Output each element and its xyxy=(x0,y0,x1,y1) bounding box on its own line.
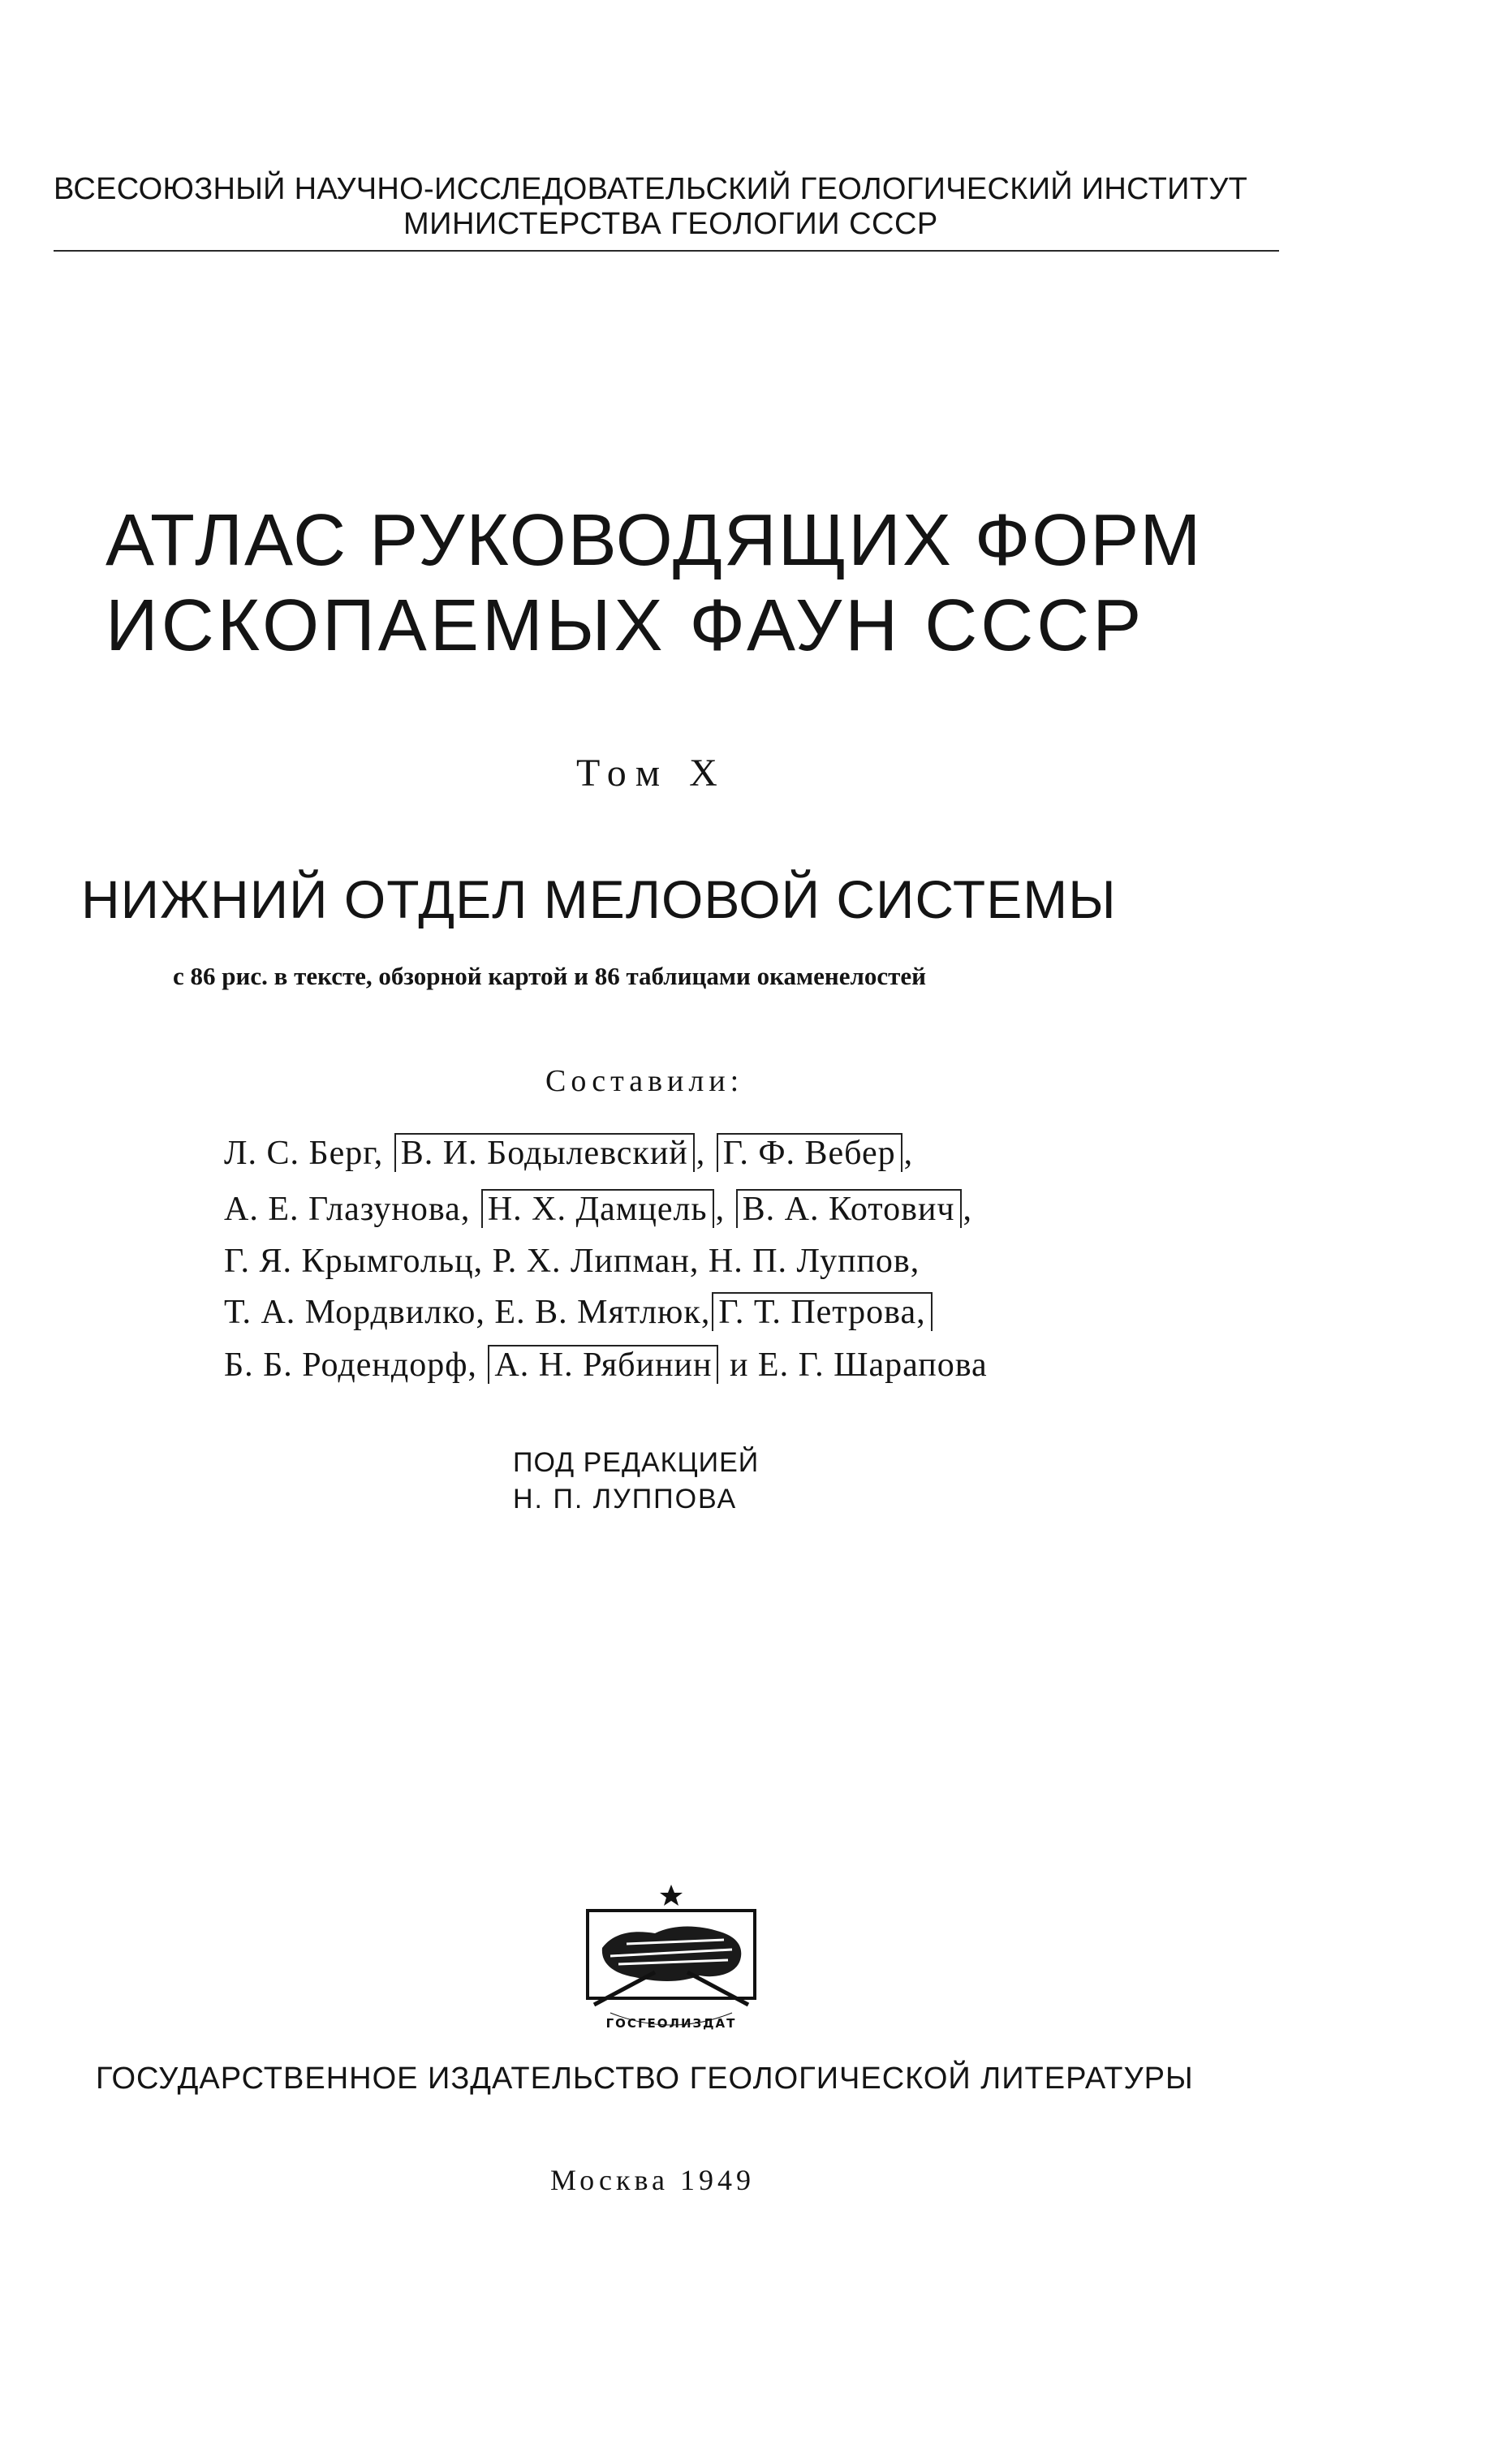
author: Б. Б. Родендорф, xyxy=(224,1346,477,1384)
authors-row-4 xyxy=(224,1293,934,1332)
section-subtitle: с 86 рис. в тексте, обзорной картой и 86 таблицами окаменелостей xyxy=(173,962,927,990)
author: Т. А. Мордвилко, Е. В. Мятлюк, xyxy=(224,1294,711,1331)
authors-row-5 xyxy=(224,1346,988,1385)
editor-label: ПОД РЕДАКЦИЕЙ xyxy=(513,1447,760,1478)
author: Г. Я. Крымгольц, Р. Х. Липман, Н. П. Луппов, xyxy=(224,1243,920,1280)
volume-number: Том X xyxy=(576,752,727,795)
author-boxed: Г. Ф. Вебер xyxy=(717,1133,902,1172)
institute-name: ВСЕСОЮЗНЫЙ НАУЧНО-ИССЛЕДОВАТЕЛЬСКИЙ ГЕОЛОГИЧЕСКИЙ ИНСТИТУТ xyxy=(54,172,1248,206)
authors-row-3 xyxy=(224,1242,920,1281)
compilers-label: Составили: xyxy=(545,1064,744,1098)
gosgeolizdat-logo-icon xyxy=(578,1883,765,2037)
title-line-1: АТЛАС РУКОВОДЯЩИХ ФОРМ xyxy=(106,500,1203,581)
author: Л. С. Берг, xyxy=(224,1135,384,1172)
author-separator: , xyxy=(715,1191,726,1228)
ministry-name: МИНИСТЕРСТВА ГЕОЛОГИИ СССР xyxy=(403,207,938,241)
author-boxed: Н. Х. Дамцель xyxy=(481,1189,714,1228)
author-separator: , xyxy=(696,1135,706,1172)
publisher-name: ГОСУДАРСТВЕННОЕ ИЗДАТЕЛЬСТВО ГЕОЛОГИЧЕСКОЙ ЛИТЕРАТУРЫ xyxy=(96,2062,1194,2096)
author-boxed: В. И. Бодылевский xyxy=(394,1133,695,1172)
section-title: НИЖНИЙ ОТДЕЛ МЕЛОВОЙ СИСТЕМЫ xyxy=(81,869,1117,929)
author-separator: , xyxy=(903,1135,914,1172)
author-boxed: В. А. Котович xyxy=(736,1189,962,1228)
authors-row-1 xyxy=(224,1134,913,1173)
author-boxed: А. Н. Рябинин xyxy=(488,1345,718,1384)
author-separator: , xyxy=(963,1191,973,1228)
authors-row-2 xyxy=(224,1190,972,1229)
title-line-2: ИСКОПАЕМЫХ ФАУН СССР xyxy=(106,585,1145,666)
svg-text:ГОСГЕОЛИЗДАТ: ГОСГЕОЛИЗДАТ xyxy=(605,2016,737,2031)
author: А. Е. Глазунова, xyxy=(224,1191,471,1228)
header-divider xyxy=(54,250,1279,252)
editor-name: Н. П. ЛУППОВА xyxy=(513,1484,738,1514)
author-boxed: Г. Т. Петрова, xyxy=(712,1292,932,1331)
author: и Е. Г. Шарапова xyxy=(729,1346,988,1384)
city-year: Москва 1949 xyxy=(550,2164,755,2196)
